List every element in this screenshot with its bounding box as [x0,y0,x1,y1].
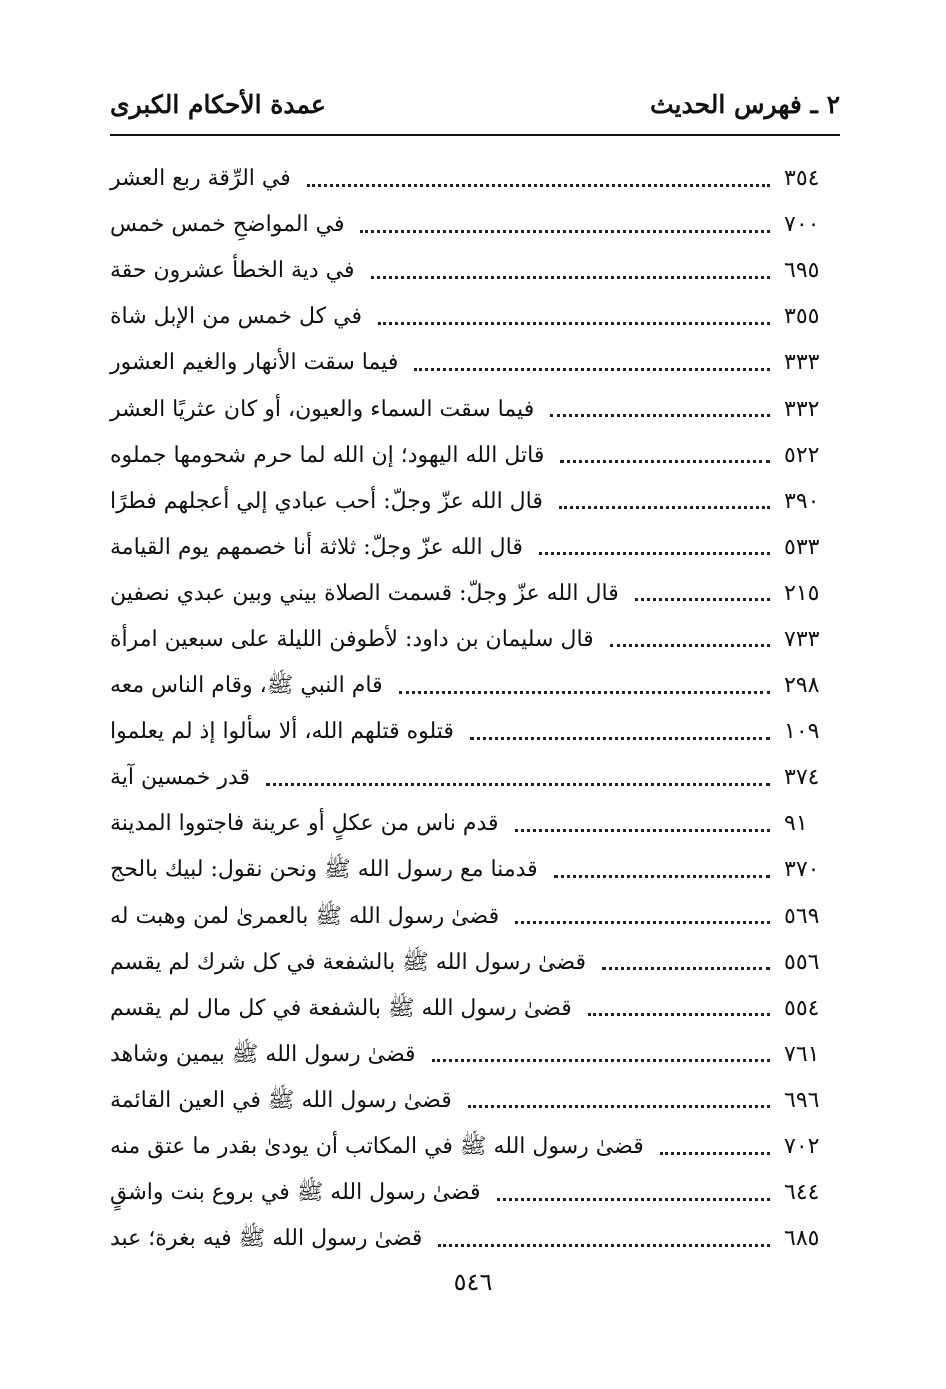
entry-text: قضىٰ رسول الله ﷺ فيه بغرة؛ عبد [110,1226,423,1252]
dot-leader [266,783,770,786]
dot-leader [378,322,770,325]
entry-text: فيما سقت الأنهار والغيم العشور [110,350,399,376]
entry-page-number: ٢٩٨ [784,673,820,699]
index-entry [110,294,840,340]
entry-text: قضىٰ رسول الله ﷺ بالشفعة في كل شرك لم يقسم [110,949,586,975]
dot-leader [468,1105,770,1108]
entry-page-number: ٦٩٦ [784,1087,820,1113]
section-title: ٢ ـ فهرس الحديث [650,90,840,119]
entry-text: قال الله عزّ وجلّ: ثلاثة أنا خصمهم يوم القيامة [110,534,523,560]
dot-leader [307,184,770,187]
index-entry [110,801,840,847]
entry-text: قضىٰ رسول الله ﷺ في العين القائمة [110,1087,452,1113]
entry-text: قضىٰ رسول الله ﷺ في المكاتب أن يودىٰ بقدر ما عتق منه [110,1134,644,1160]
entry-page-number: ٥٥٤ [784,995,820,1021]
index-entry [110,1170,840,1216]
entry-page-number: ٣٧٤ [784,765,820,791]
index-entry [110,1032,840,1078]
entry-text: في الرِّقة ربع العشر [110,166,291,192]
index-entry [110,386,840,432]
entry-page-number: ٧٣٣ [784,626,820,652]
index-entry [110,986,840,1032]
entry-text: قاتل الله اليهود؛ إن الله لما حرم شحومها جملوه [110,442,545,468]
dot-leader [610,644,770,647]
entry-page-number: ٧٠٢ [784,1134,820,1160]
dot-leader [360,230,770,233]
dot-leader [432,1059,770,1062]
dot-leader [588,1013,770,1016]
dot-leader [560,460,770,463]
entry-text: في كل خمس من الإبل شاة [110,304,362,330]
entry-text: قتلوه قتلهم الله، ألا سألوا إذ لم يعلموا [110,719,454,745]
entry-page-number: ٣٩٠ [784,488,820,514]
index-entry [110,1124,840,1170]
entry-text: قال الله عزّ وجلّ: أحب عبادي إلي أعجلهم فطرًا [110,488,543,514]
entry-page-number: ٥٢٢ [784,442,820,468]
dot-leader [539,552,770,555]
entry-page-number: ٩١ [784,811,808,837]
dot-leader [515,829,770,832]
entry-text: قضىٰ رسول الله ﷺ بالعمرىٰ لمن وهبت له [110,903,500,929]
index-entry [110,571,840,617]
entry-text: قدر خمسين آية [110,765,251,791]
index-entry [110,156,840,202]
entry-page-number: ٢١٥ [784,580,820,606]
entry-text: في المواضحِ خمس خمس [110,212,345,238]
dot-leader [559,506,770,509]
dot-leader [470,737,770,740]
header-divider [110,134,840,136]
entry-page-number: ٧٠٠ [784,212,820,238]
dot-leader [438,1244,770,1247]
dot-leader [399,691,770,694]
entry-text: قضىٰ رسول الله ﷺ بالشفعة في كل مال لم يقسم [110,995,572,1021]
entry-page-number: ٣٥٥ [784,304,820,330]
entry-text: قدمنا مع رسول الله ﷺ ونحن نقول: لبيك بالحج [110,857,538,883]
running-header [110,90,840,130]
entry-page-number: ٣٥٤ [784,166,820,192]
dot-leader [635,598,770,601]
dot-leader [554,875,770,878]
index-entry [110,894,840,940]
dot-leader [660,1152,770,1155]
entry-page-number: ٣٣٢ [784,396,820,422]
index-entry [110,755,840,801]
dot-leader [550,414,770,417]
dot-leader [602,967,770,970]
dot-leader [371,276,770,279]
hadith-index-list [110,156,840,1262]
entry-text: في دية الخطأ عشرون حقة [110,258,355,284]
entry-page-number: ٦٩٥ [784,258,820,284]
dot-leader [497,1198,770,1201]
entry-text: فيما سقت السماء والعيون، أو كان عثريًا العشر [110,396,535,422]
entry-text: قضىٰ رسول الله ﷺ بيمين وشاهد [110,1041,416,1067]
entry-text: قضىٰ رسول الله ﷺ في بروع بنت واشقٍ [110,1180,481,1206]
page-number: ٥٤٦ [453,1268,493,1296]
entry-text: قام النبي ﷺ، وقام الناس معه [110,673,383,699]
entry-text: قال سليمان بن داود: لأطوفن الليلة على سبعين امرأة [110,626,594,652]
index-entry [110,1078,840,1124]
entry-page-number: ٥٣٣ [784,534,820,560]
entry-page-number: ٧٦١ [784,1041,820,1067]
entry-page-number: ٦٤٤ [784,1180,820,1206]
index-entry [110,525,840,571]
entry-page-number: ٦٨٥ [784,1226,820,1252]
entry-page-number: ٣٣٣ [784,350,820,376]
index-entry [110,617,840,663]
dot-leader [515,921,770,924]
entry-page-number: ٣٧٠ [784,857,820,883]
dot-leader [414,368,770,371]
entry-page-number: ٥٦٩ [784,903,820,929]
index-entry [110,433,840,479]
index-entry [110,663,840,709]
entry-page-number: ٥٥٦ [784,949,820,975]
entry-page-number: ١٠٩ [784,719,820,745]
index-entry [110,847,840,893]
index-entry [110,940,840,986]
index-entry [110,202,840,248]
index-entry [110,248,840,294]
index-entry [110,1216,840,1262]
book-title: عمدة الأحكام الكبرى [110,90,326,119]
index-entry [110,709,840,755]
entry-text: قدم ناس من عكلٍ أو عرينة فاجتووا المدينة [110,811,499,837]
entry-text: قال الله عزّ وجلّ: قسمت الصلاة بيني وبين عبدي نصفين [110,580,619,606]
index-entry [110,479,840,525]
index-entry [110,340,840,386]
